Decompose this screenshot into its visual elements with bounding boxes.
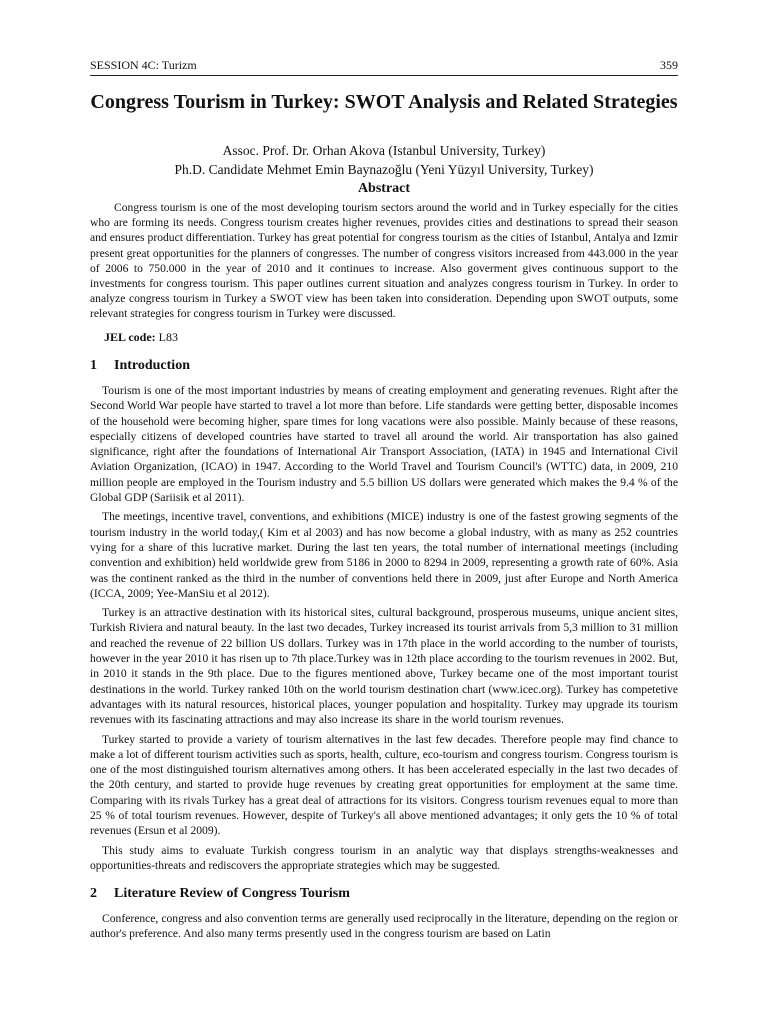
paragraph: Conference, congress and also convention terms are generally used reciprocally in the literature, depending on the region or author's preference. And also many terms presently used in the congress tourism are based on Latin bbox=[90, 912, 678, 941]
paragraph: Tourism is one of the most important industries by means of creating employment and generating revenues. Right after the Second World War people have started to travel a lot more than before. Life standards were getting better, disposable incomes of the household were becoming higher, spare times for long vacations were also possible. Mainly because of these reasons, especially citizens of developed countries have started to travel all around the world. Air transportation has also gained significance, right after the foundations of International Air Transport Association, (IATA) in 1945 and International Civil Aviation Organization, (ICAO) in 1947. According to the World Travel and Tourism Council's (WTTC) data, in 2009, 210 million people are employed in the Tourism industry and 5.5 billion US dollars were generated which makes the 9.4 % of the Global GDP (Sariisik et al 2011). bbox=[90, 384, 678, 505]
jel-code bbox=[90, 330, 678, 345]
abstract-text: Congress tourism is one of the most developing tourism sectors around the world and in Turkey especially for the cities who are forming its needs. Congress tourism creates higher revenues, provides cities and destinations to spread their season and ensures product differentiation. Turkey has great potential for congress tourism as the cities of Istanbul, Antalya and Izmir present great opportunities for the planners of congresses. The number of congress visitors increased from 443.000 in the year of 2006 to 750.000 in the year of 2010 and it continues to increase. Also goverment gives continuous support to the investments for congress tourism. This paper outlines current situation and analyzes congress tourism in Turkey. In order to analyze congress tourism in Turkey a SWOT view has been taken into consideration. Depending upon SWOT outputs, some relevant strategies for congress tourism in Turkey were discussed. bbox=[90, 201, 678, 321]
paragraph: Turkey is an attractive destination with its historical sites, cultural background, prosperous museums, unique ancient sites, Turkish Riviera and natural beauty. In the last two decades, Turkey increased its tourist arrivals from 5,3 million to 31 million and reached the revenue of 22 billion US dollars. Turkey was in 17th place in the world according to the number of tourists, however in the year 2010 it has risen up to 7th place.Turkey was in 12th place according to the tourism revenues in 2002. But, in 2010 it stands in the 9th place. Due to the figures mentioned above, Turkey became one of the most important tourist destinations in the world. Turkey ranked 10th on the world tourism destination chart (www.icec.org). Turkey has competetive advantages with its natural resources, historical places, younger population and hospitality. Turkey may upgrade its tourism revenues with its fascinating attractions and may also increase its share in the world tourism revenues. bbox=[90, 606, 678, 727]
paragraph: The meetings, incentive travel, conventions, and exhibitions (MICE) industry is one of the fastest growing segments of the tourism industry in the world today,( Kim et al 2003) and has now become a global industry, with as many as 252 countries vying for a share of this lucrative market. During the last ten years, the total number of international meetings (including convention and exhibition) held worldwide grew from 5186 in 2000 to 8294 in 2009, representing a growth rate of 60%. Asia was the continent ranked as the third in the number of conventions held there in 2009, just after Europe and North America (ICCA, 2009; Yee-ManSiu et al 2012). bbox=[90, 510, 678, 600]
section-title: Introduction bbox=[114, 358, 190, 373]
paragraph: This study aims to evaluate Turkish congress tourism in an analytic way that displays strengths-weaknesses and opportunities-threats and rediscovers the appropriate strategies which may be suggested. bbox=[90, 843, 678, 872]
author-2: Ph.D. Candidate Mehmet Emin Baynazoğlu (Yeni Yüzyıl University, Turkey) bbox=[174, 162, 594, 177]
jel-value: L83 bbox=[158, 330, 179, 344]
author-1: Assoc. Prof. Dr. Orhan Akova (Istanbul University, Turkey) bbox=[222, 143, 546, 158]
section-number: 1 bbox=[90, 358, 97, 373]
section-heading-literature-review bbox=[90, 886, 678, 902]
header-rule bbox=[90, 75, 678, 76]
abstract-heading: Abstract bbox=[357, 181, 411, 196]
session-label: SESSION 4C: Turizm bbox=[90, 58, 197, 72]
literature-review-body bbox=[90, 911, 678, 946]
introduction-body bbox=[90, 383, 678, 877]
jel-label: JEL code: bbox=[104, 330, 156, 344]
running-header bbox=[90, 58, 678, 73]
section-heading-introduction bbox=[90, 358, 678, 374]
paragraph: Turkey started to provide a variety of tourism alternatives in the last few decades. Therefore people may find chance to make a lot of different tourism activities such as sports, health, culture, eco-tourism and congress tourism. Congress tourism is one of the most distinguished tourism alternatives among others. It has been accelerated especially in the last two decades of the 20th century, and started to provide huge revenues by creating great opportunities for employment at the same time. Comparing with its rivals Turkey has a great deal of attractions for its visitors. Congress tourism revenues equal to more than 25 % of total tourism revenues. However, despite of Turkey's all above mentioned advantages; it only gets the 10 % of total revenues (Ersun et al 2009). bbox=[90, 732, 678, 838]
page-number: 359 bbox=[660, 58, 678, 72]
authors-block bbox=[90, 141, 678, 179]
section-number: 2 bbox=[90, 886, 97, 901]
section-title: Literature Review of Congress Tourism bbox=[114, 886, 350, 901]
paper-title: Congress Tourism in Turkey: SWOT Analysis and Related Strategies bbox=[90, 91, 678, 113]
